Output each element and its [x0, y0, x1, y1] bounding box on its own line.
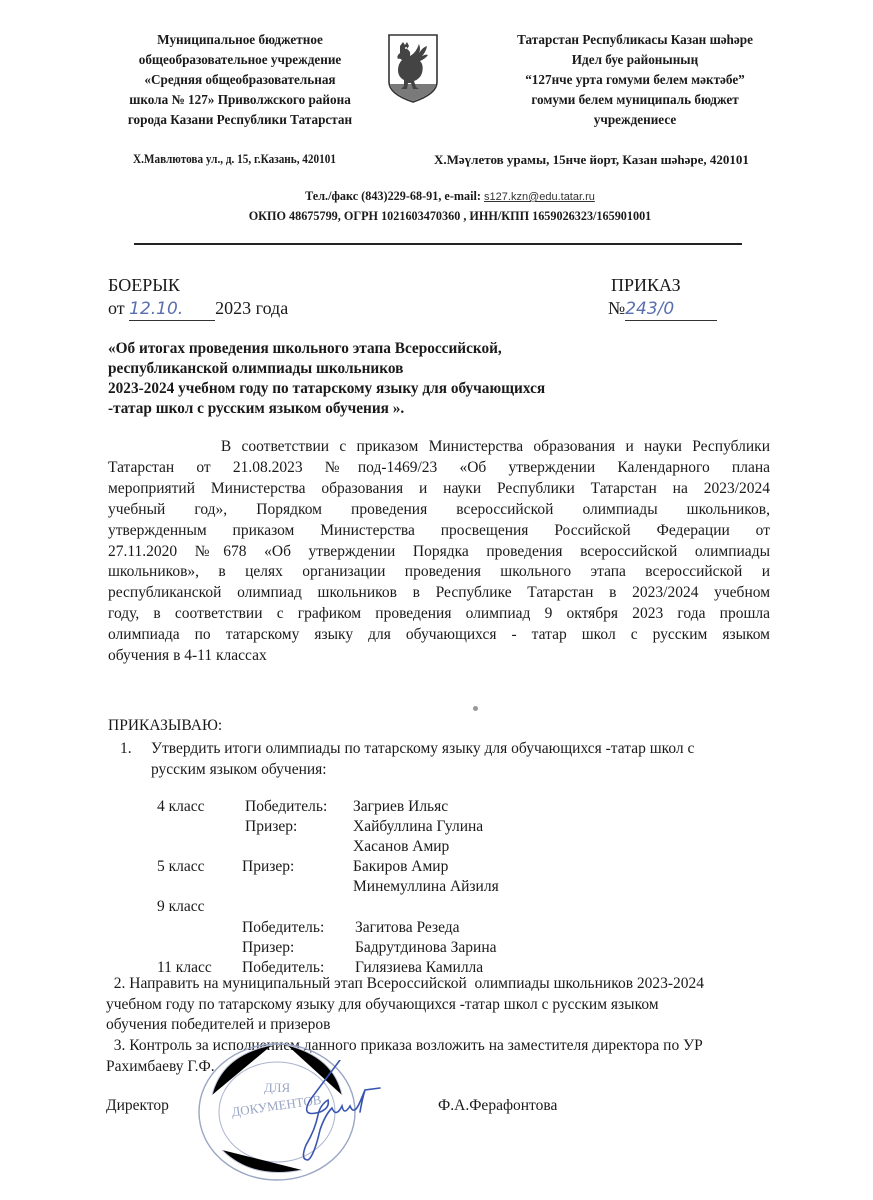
date-field: [129, 297, 215, 321]
student-name: Хайбуллина Гулина: [353, 818, 484, 835]
body-line: учебный год», Порядком проведения всероссийской олимпиады школьников,: [108, 500, 770, 518]
role: Призер:: [245, 818, 298, 835]
header-right-line: “127нче урта гомуми белем мәктәбе”: [525, 72, 745, 87]
header-right-line: гомуми белем муниципаль бюджет: [531, 92, 739, 107]
student-name: Загитова Резеда: [355, 919, 460, 936]
boeryk-label: БОЕРЫК: [108, 275, 180, 295]
student-name: Бадрутдинова Зарина: [355, 939, 497, 956]
order-date: [108, 297, 288, 321]
header-left-line: города Казани Республики Татарстан: [127, 112, 353, 127]
body-line: обучения в 4-11 классах: [108, 647, 267, 665]
student-name: Минемуллина Айзиля: [353, 878, 499, 895]
body-line: республиканской олимпиад школьников в Республике Татарстан в 2023/2024 учебном: [108, 584, 770, 602]
header-right-line: Татарстан Республикасы Казан шәһәре: [517, 32, 753, 47]
title-line: 2023-2024 учебном году по татарскому языку для обучающихся: [108, 380, 546, 397]
student-name: Гилязиева Камилла: [355, 959, 484, 976]
header-left-line: Муниципальное бюджетное: [157, 32, 323, 47]
handwritten-number: 243/0: [625, 299, 675, 319]
student-name: Бакиров Амир: [353, 858, 449, 875]
header-right-line: Идел буе районының: [571, 52, 699, 67]
order-heading: ПРИКАЗЫВАЮ:: [108, 717, 223, 734]
item-line: Рахимбаеву Г.Ф.: [106, 1057, 215, 1075]
item-line: 3. Контроль за исполнением данного приказа возложить на заместителя директора по УР: [106, 1037, 703, 1054]
kazan-coat-of-arms-icon: [386, 32, 440, 104]
preamble-paragraph: [108, 437, 770, 667]
item-line: Утвердить итоги олимпиады по татарскому языку для обучающихся -татар школ с: [151, 740, 695, 757]
header-left-line: «Средняя общеобразовательная: [144, 72, 336, 87]
director-name: Ф.А.Ферафонтова: [438, 1097, 558, 1114]
role: Победитель:: [245, 798, 328, 815]
item-line: обучения победителей и призеров: [106, 1016, 331, 1033]
registry-codes: ОКПО 48675799, ОГРН 1021603470360 , ИНН/КПП 1659026323/165901001: [248, 209, 652, 223]
role: Призер:: [242, 858, 295, 875]
body-line: Татарстан от 21.08.2023 №под-1469/23 «Об утверждении Календарного плана: [108, 458, 770, 476]
student-name: Загриев Ильяс: [353, 798, 449, 815]
phone-label: Тел./факс (843)229-68-91, e-mail:: [305, 189, 485, 203]
role: Призер:: [242, 939, 295, 956]
grade: 9 класс: [157, 898, 205, 915]
scan-speck: [473, 706, 478, 711]
title-line: республиканской олимпиады школьников: [108, 360, 404, 377]
role: Победитель:: [242, 959, 325, 976]
order-item-2: [106, 974, 786, 1036]
role: Победитель:: [242, 919, 325, 936]
number-prefix: №: [608, 298, 626, 318]
grade: 4 класс: [157, 798, 205, 815]
date-prefix: от: [108, 298, 125, 318]
order-title: [108, 339, 668, 419]
contacts-block: [100, 187, 800, 226]
header-right-line: учреждениесе: [593, 112, 677, 127]
address-tatar: Х.Мәүлетов урамы, 15нче йорт, Казан шәһәре, 420101: [434, 152, 749, 167]
grade: 11 класс: [157, 959, 212, 976]
email-link[interactable]: s127.kzn@edu.tatar.ru: [484, 191, 595, 203]
address-russian: Х.Мавлютова ул., д. 15, г.Казань, 420101: [133, 152, 336, 166]
body-line: году, в соответствии с графиком проведения олимпиад 9 октября 2023 года прошла: [108, 605, 770, 623]
handwritten-date: 12.10.: [129, 299, 184, 319]
prikaz-label: ПРИКАЗ: [611, 275, 681, 295]
body-line: олимпиада по татарскому языку для обучающихся - татар школ с русским языком: [108, 626, 770, 644]
number-field: [625, 297, 717, 321]
school-name-tatar: [500, 30, 770, 130]
body-line: мероприятий Министерства образования и науки Республики Татарстан на 2023/2024: [108, 479, 770, 497]
item-line: учебном году по татарскому языку для обучающихся -татар школ с русским языком: [106, 995, 659, 1013]
stamp-text-1: ДЛЯ: [263, 1080, 291, 1095]
director-signature: [270, 1060, 410, 1170]
body-line: 27.11.2020 №678 «Об утверждении Порядка проведения всероссийской олимпиады: [108, 542, 770, 560]
student-name: Хасанов Амир: [353, 838, 450, 855]
phone-email-line: [100, 187, 800, 207]
director-label: Директор: [106, 1097, 169, 1114]
header-left-line: общеобразовательное учреждение: [138, 52, 342, 67]
item-number: 1.: [120, 740, 132, 757]
title-line: «Об итогах проведения школьного этапа Всероссийской,: [108, 340, 502, 357]
grade: 5 класс: [157, 858, 205, 875]
header-left-line: школа № 127» Приволжского района: [129, 92, 351, 107]
title-line: -татар школ с русским языком обучения ».: [108, 400, 405, 417]
header-divider: [134, 243, 742, 245]
date-suffix: 2023 года: [215, 298, 289, 318]
body-line: школьников», в целях организации проведения школьного этапа всероссийской и: [108, 563, 770, 581]
stamp-text-2: ДОКУМЕНТОВ: [230, 1091, 323, 1120]
item-line: 2. Направить на муниципальный этап Всероссийской олимпиады школьников 2023-2024: [106, 975, 705, 992]
order-number: [608, 297, 717, 321]
item-text: [151, 738, 694, 780]
body-line: утвержденным приказом Министерства просвещения Российской Федерации от: [108, 521, 770, 539]
body-line: В соответствии с приказом Министерства образования и науки Республики: [108, 438, 770, 455]
order-item-1: [120, 738, 694, 780]
item-line: русским языком обучения:: [151, 761, 327, 778]
school-name-russian: [100, 30, 380, 130]
